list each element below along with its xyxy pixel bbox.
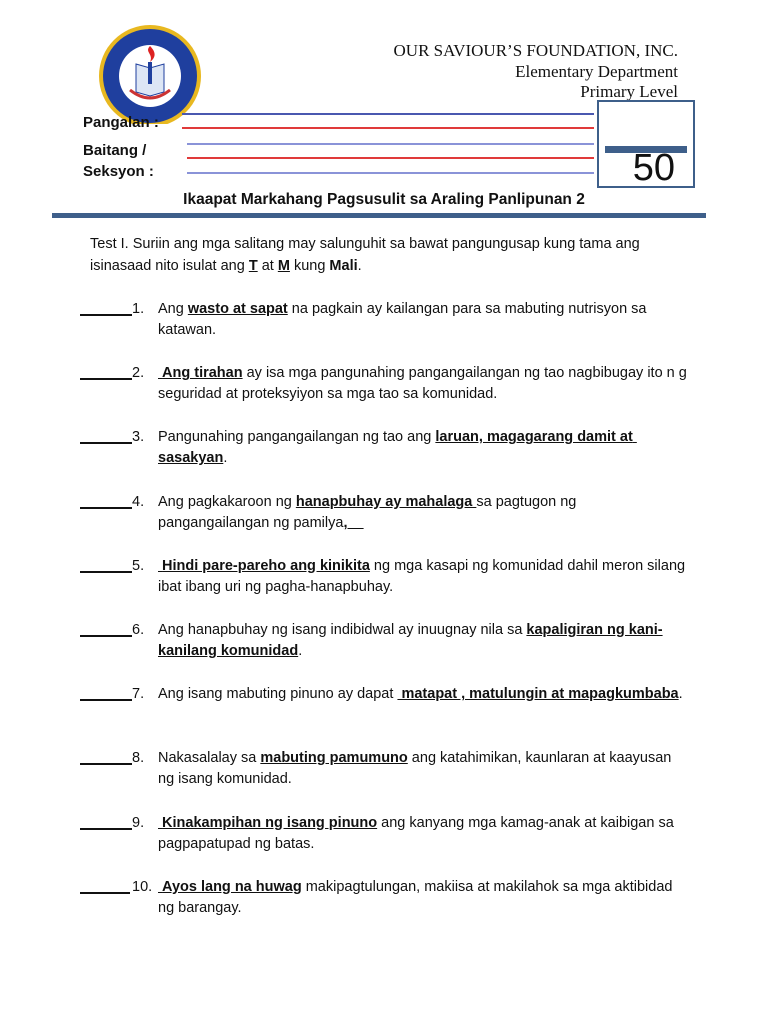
answer-blank[interactable] <box>80 813 132 830</box>
question-text <box>158 684 690 705</box>
school-logo <box>96 24 204 124</box>
underlined-phrase: matapat , matulungin at mapagkumbaba <box>397 686 679 703</box>
underlined-phrase: Ang tirahan <box>158 365 243 382</box>
text-segment: ng mga kasapi ng komunidad dahil meron silang ibat ibang uri ng pagha-hanapbuhay. <box>158 557 690 595</box>
score-box[interactable] <box>597 100 695 188</box>
question-number: 4. <box>132 493 145 510</box>
text-segment: ang kanyang mga kamag-anak at kaibigan sa pagpapatupad ng batas. <box>158 814 678 852</box>
underlined-phrase: Hindi pare-pareho ang kinikita <box>158 557 370 574</box>
text-segment: Ang <box>158 301 188 317</box>
grade-line-top <box>187 143 594 145</box>
answer-blank[interactable] <box>80 748 132 765</box>
instruction-text: Test I. Suriin ang mga salitang may salunguhit sa bawat pangungusap kung tama ang isinasaad nito isulat ang <box>90 236 640 274</box>
text-segment: Ang pagkakaroon ng <box>158 493 296 510</box>
answer-blank[interactable] <box>80 620 132 637</box>
answer-blank[interactable] <box>80 299 132 316</box>
underlined-answer-key: T <box>248 258 258 274</box>
question-item <box>80 363 690 405</box>
title-rule <box>52 213 706 218</box>
question-item <box>80 620 690 662</box>
question-text <box>158 363 690 405</box>
bold-text: Mali <box>329 258 358 274</box>
question-number: 1. <box>132 301 145 317</box>
question-text <box>158 748 690 790</box>
underlined-answer-key: M <box>277 258 290 274</box>
name-line-top <box>182 113 594 115</box>
underlined-phrase: kapaligiran ng kani-kanilang komunidad <box>158 622 663 659</box>
underlined-phrase: wasto at sapat <box>187 301 288 317</box>
question-item <box>80 877 690 919</box>
instruction-text: at <box>257 258 278 274</box>
underlined-phrase: mabuting pamumuno <box>260 750 408 767</box>
question-item <box>80 556 690 598</box>
question-number: 7. <box>132 686 145 703</box>
text-segment: ang katahimikan, kaunlaran at kaayusan ng isang komunidad. <box>158 750 676 788</box>
question-number: 10. <box>132 878 153 895</box>
grade-label: Baitang / <box>83 142 147 159</box>
question-item <box>80 299 690 341</box>
question-text <box>158 877 690 919</box>
text-segment: ay isa mga pangunahing pangangailangan ng tao nagbibugay ito n g seguridad at proteksyiyon sa mga tao sa komunidad. <box>158 365 691 403</box>
text-segment: na pagkain ay kailangan para sa mabuting nutrisyon sa katawan. <box>158 301 651 338</box>
answer-blank[interactable] <box>80 877 130 894</box>
section-line-bottom <box>187 172 594 174</box>
text-segment: makipagtulungan, makiisa at makilahok sa mga aktibidad ng barangay. <box>158 878 677 916</box>
question-item <box>80 748 690 790</box>
question-text <box>158 492 690 534</box>
underlined-phrase: Ayos lang na huwag <box>158 878 302 895</box>
test-instructions <box>90 233 650 277</box>
text-segment: . <box>678 686 683 703</box>
question-item <box>80 813 690 855</box>
text-segment: Ang hanapbuhay ng isang indibidwal ay inuugnay nila sa <box>158 622 527 638</box>
answer-blank[interactable] <box>80 556 132 573</box>
text-segment: Nakasalalay sa <box>158 750 261 767</box>
grade-section-field[interactable] <box>187 157 594 159</box>
underlined-phrase: , <box>343 514 364 531</box>
name-label: Pangalan : <box>83 114 159 131</box>
org-name: OUR SAVIOUR’S FOUNDATION, INC. <box>393 41 678 60</box>
exam-title: Ikaapat Markahang Pagsusulit sa Araling Panlipunan 2 <box>183 191 585 208</box>
answer-blank[interactable] <box>80 684 132 701</box>
question-number: 9. <box>132 814 145 831</box>
question-text <box>158 813 690 855</box>
text-segment: . <box>298 643 303 659</box>
text-segment: Pangunahing pangangailangan ng tao ang <box>158 429 436 446</box>
underlined-phrase: Kinakampihan ng isang pinuno <box>158 814 378 831</box>
question-text <box>158 427 690 469</box>
question-item <box>80 427 690 469</box>
question-number: 3. <box>132 429 145 446</box>
question-number: 5. <box>132 557 145 574</box>
question-item <box>80 684 690 705</box>
underlined-phrase: hanapbuhay ay mahalaga <box>295 493 477 510</box>
question-number: 6. <box>132 622 145 638</box>
level: Primary Level <box>580 82 678 101</box>
text-segment: . <box>223 450 228 467</box>
instruction-text: kung <box>289 258 330 274</box>
answer-blank[interactable] <box>80 492 132 509</box>
question-number: 8. <box>132 750 145 767</box>
answer-blank[interactable] <box>80 427 132 444</box>
question-text <box>158 299 690 341</box>
section-label: Seksyon : <box>83 163 154 180</box>
text-segment: Ang isang mabuting pinuno ay dapat <box>158 686 398 703</box>
name-field[interactable] <box>182 127 594 129</box>
department: Elementary Department <box>515 62 678 81</box>
question-item <box>80 492 690 534</box>
question-text <box>158 620 690 662</box>
score-total: 50 <box>632 147 675 189</box>
question-text <box>158 556 690 598</box>
question-number: 2. <box>132 365 145 382</box>
instruction-text: . <box>357 258 362 274</box>
answer-blank[interactable] <box>80 363 132 380</box>
text-segment: sa pagtugon ng pangangailangan ng pamilya <box>158 493 581 531</box>
underlined-phrase: laruan, magagarang damit at sasakyan <box>158 429 637 467</box>
